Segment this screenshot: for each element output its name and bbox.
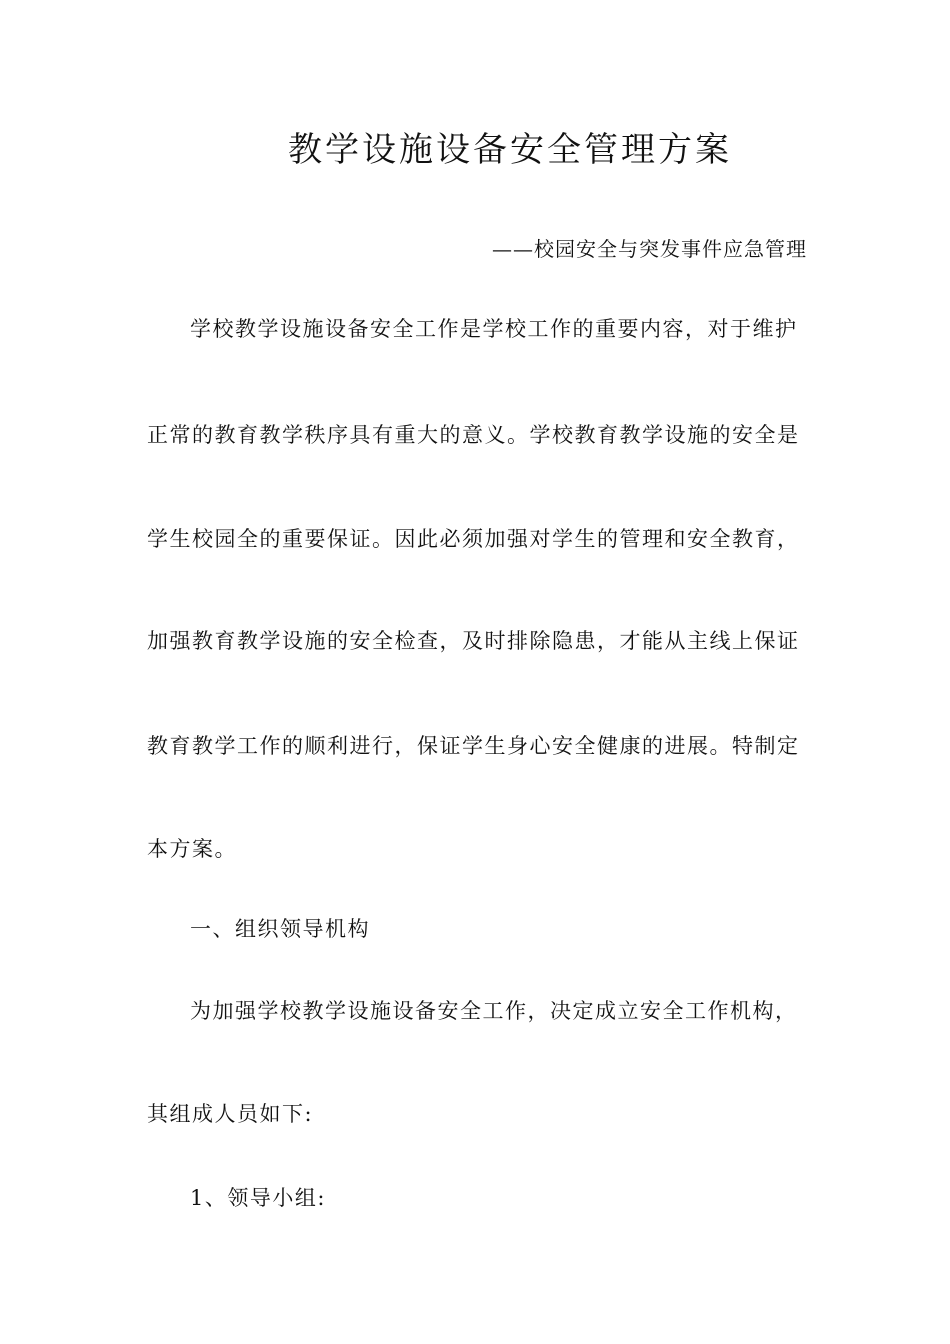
intro-line-4: 加强教育教学设施的安全检查，及时排除隐患，才能从主线上保证	[147, 629, 800, 653]
document-title: 教学设施设备安全管理方案	[288, 130, 732, 170]
intro-line-2: 正常的教育教学秩序具有重大的意义。学校教育教学设施的安全是	[147, 423, 800, 447]
section-heading: 一、组织领导机构	[190, 917, 370, 941]
intro-line-1: 学校教学设施设备安全工作是学校工作的重要内容，对于维护	[190, 317, 798, 341]
intro-line-5: 教育教学工作的顺利进行，保证学生身心安全健康的进展。特制定	[147, 734, 800, 758]
intro-line-3: 学生校园全的重要保证。因此必须加强对学生的管理和安全教育，	[147, 527, 800, 551]
document-subtitle: ——校园安全与突发事件应急管理	[492, 237, 807, 261]
subsection-heading: 1、领导小组:	[190, 1186, 326, 1210]
intro-line-6: 本方案。	[147, 837, 237, 861]
section-line-1: 为加强学校教学设施设备安全工作，决定成立安全工作机构，	[190, 999, 798, 1023]
section-line-2: 其组成人员如下:	[147, 1102, 314, 1126]
